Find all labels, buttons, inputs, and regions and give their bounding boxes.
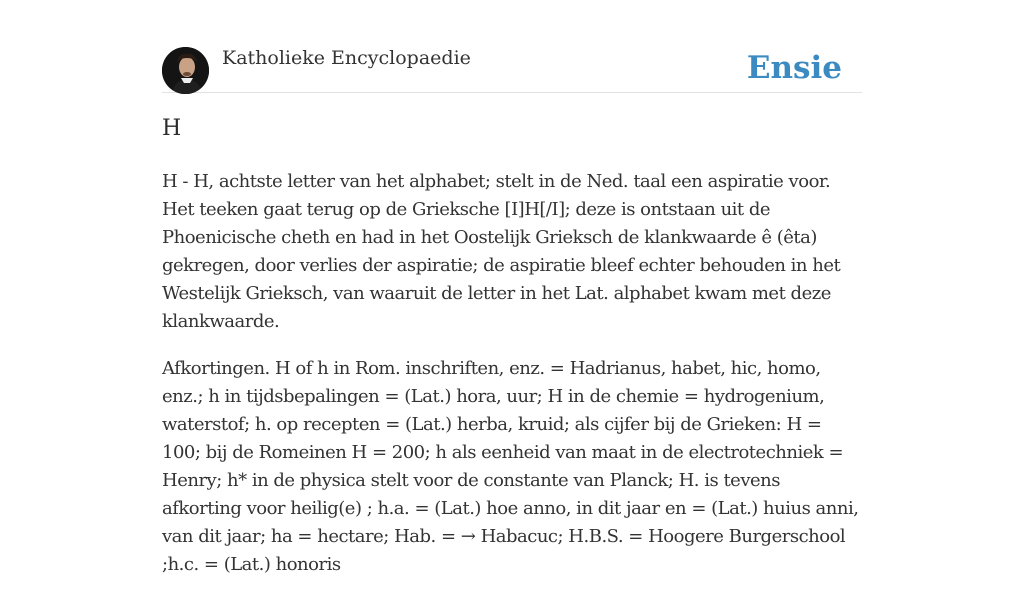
paragraph: Afkortingen. H of h in Rom. inschriften, enz. = Hadrianus, habet, hic, homo, enz.; h in tijdsbepalingen = (Lat.) hora, uur; H in de chemie = hydrogenium, waterstof; h. op recepten = (Lat.) herba, kruid; als cijfer bij de Grieken: H = 100; bij de Romeinen H = 200; h als eenheid van maat in de electrotechniek = Henry; h* in de physica stelt voor de constante van Planck; H. is tevens afkorting voor heilig(e) ; h.a. = (Lat.) hoe anno, in dit jaar en = (Lat.) huius anni, van dit jaar; ha = hectare; Hab. = → Habacuc; H.B.S. = Hoogere Burgerschool ;h.c. = (Lat.) honoris [162,358,859,575]
site-name[interactable]: Katholieke Encyclopaedie [222,47,471,69]
site-header [162,44,862,93]
author-portrait-icon[interactable] [162,47,209,94]
article-body [162,168,864,598]
article-title: H [162,116,182,141]
brand-logo[interactable]: Ensie [746,50,842,86]
paragraph: H - H, achtste letter van het alphabet; stelt in de Ned. taal een aspiratie voor. Het teeken gaat terug op de Grieksche [I]H[/I]; deze is ontstaan uit de Phoenicische cheth en had in het Oostelijk Grieksch de klankwaarde ê (êta) gekregen, door verlies der aspiratie; de aspiratie bleef echter behouden in het Westelijk Grieksch, van waaruit de letter in het Lat. alphabet kwam met deze klankwaarde. [162,171,841,332]
